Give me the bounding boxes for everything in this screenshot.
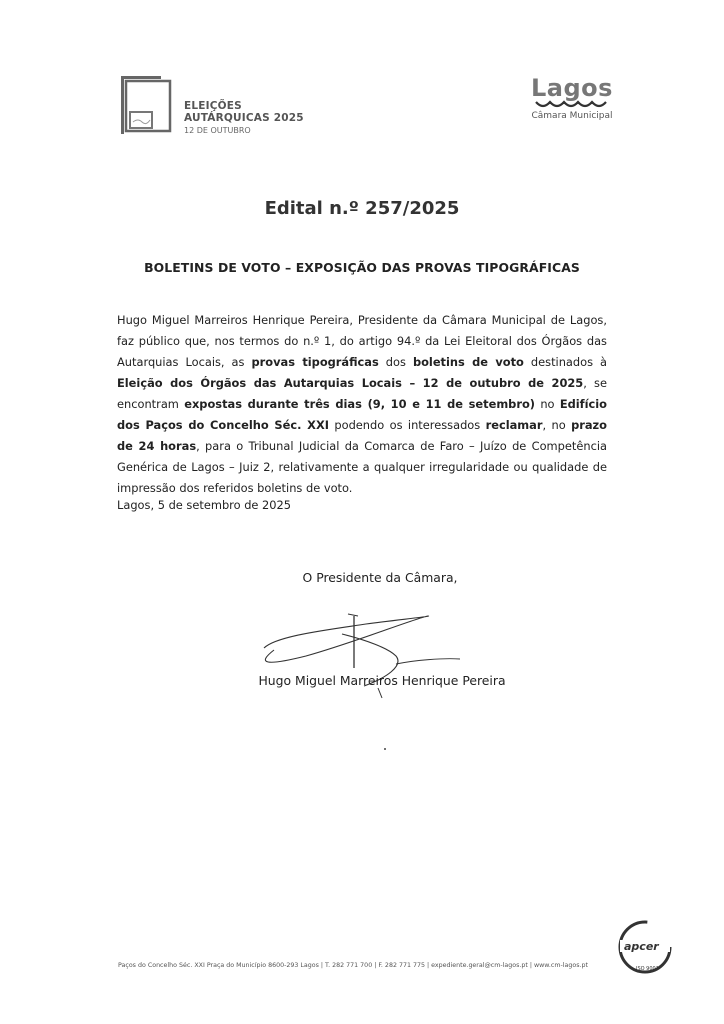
body-text: dos: [378, 355, 413, 369]
body-text: Hugo Miguel Marreiros Henrique Pereira, Presidente da Câmara Municipal de Lagos, faz público que, nos termos do n.º 1, do artigo 94.º da Lei Eleitoral dos Órgãos das Autarquias Locais, as: [117, 313, 607, 369]
svg-text:ISO 9001: ISO 9001: [636, 966, 659, 972]
election-logo-line2: AUTÁRQUICAS 2025: [184, 112, 304, 124]
footer-address: Paços do Concelho Séc. XXI Praça do Município 8600-293 Lagos | T. 282 771 700 | F. 282 771 775 | expediente.geral@cm-lagos.pt | www.cm-lagos.pt: [118, 962, 588, 969]
body-emphasis: reclamar: [485, 418, 543, 432]
election-logo-date: 12 DE OUTUBRO: [184, 126, 251, 135]
body-emphasis: Edifício dos Paços do Concelho Séc. XXI: [117, 397, 608, 432]
body-text: destinados à: [523, 355, 608, 369]
election-logo: [118, 76, 348, 142]
election-logo-text: [184, 100, 304, 137]
body-text: , para o Tribunal Judicial da Comarca de Faro – Juízo de Competência Genérica de Lagos – Juiz 2, relativamente a qualquer irregularidade ou qualidade de impressão dos referidos boletins de voto.: [117, 439, 607, 495]
document-date: Lagos, 5 de setembro de 2025: [117, 498, 292, 512]
body-text: , no: [542, 418, 572, 432]
body-emphasis: expostas durante três dias (9, 10 e 11 de setembro): [184, 397, 535, 411]
body-text: , se encontram: [117, 376, 607, 411]
body-text: no: [535, 397, 560, 411]
body-emphasis: boletins de voto: [412, 355, 524, 369]
document-subtitle: BOLETINS DE VOTO – EXPOSIÇÃO DAS PROVAS TIPOGRÁFICAS: [144, 260, 580, 275]
president-name: Hugo Miguel Marreiros Henrique Pereira: [258, 673, 506, 688]
body-emphasis: provas tipográficas: [251, 355, 379, 369]
document-body: [117, 310, 607, 499]
stray-mark: [384, 748, 386, 750]
body-text: podendo os interessados: [328, 418, 486, 432]
municipality-logo-subtitle: Câmara Municipal: [531, 111, 613, 121]
document-title: Edital n.º 257/2025: [264, 198, 460, 219]
municipality-logo: [514, 76, 630, 128]
svg-text:apcer: apcer: [624, 940, 659, 953]
body-emphasis: prazo de 24 horas: [117, 418, 607, 453]
election-logo-line1: ELEIÇÕES: [184, 100, 242, 112]
municipality-logo-name: Lagos: [531, 74, 613, 102]
election-logo-mark-icon: [118, 76, 174, 138]
president-title: O Presidente da Câmara,: [302, 570, 458, 585]
apcer-certification-logo-icon: [616, 918, 674, 976]
body-emphasis: Eleição dos Órgãos das Autarquias Locais – 12 de outubro de 2025: [117, 376, 584, 390]
